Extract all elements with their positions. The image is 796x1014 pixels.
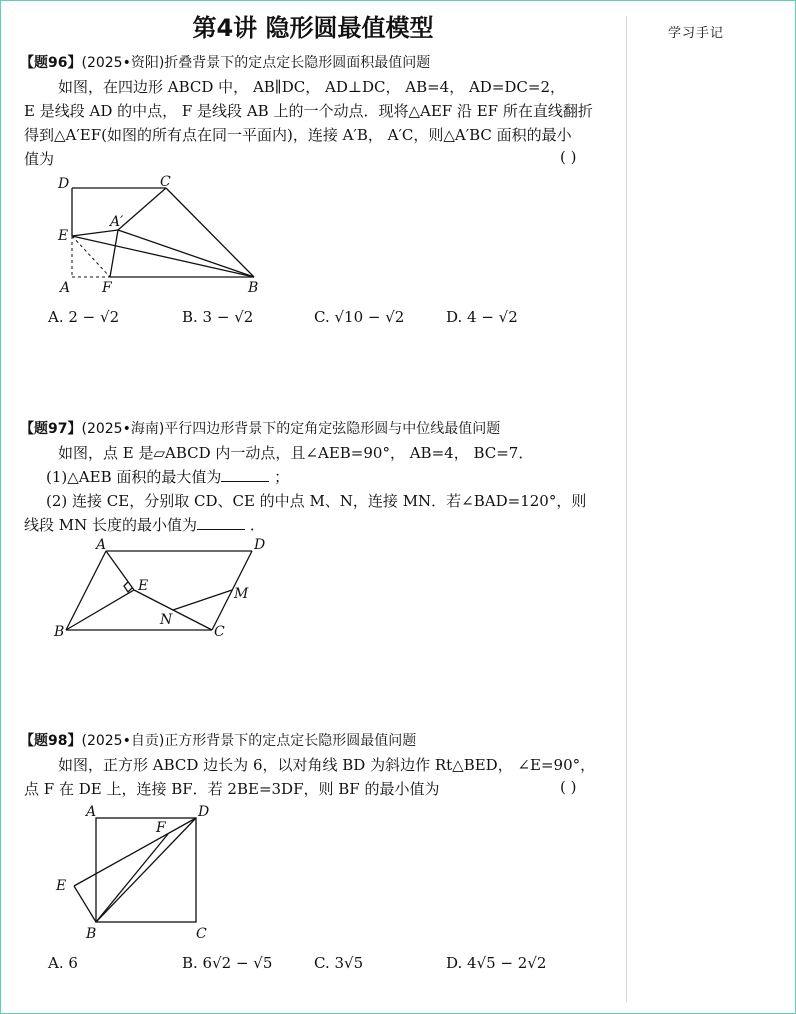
q97-part1-blank[interactable] — [221, 467, 269, 482]
q98-choice-a[interactable]: A. 6 — [48, 954, 78, 972]
q96-choice-c[interactable]: C. √10 − √2 — [314, 308, 405, 326]
q98-choice-c[interactable]: C. 3√5 — [314, 954, 364, 972]
q96-segment-EB — [72, 236, 254, 277]
q96-line3: 得到△A′EF(如图的所有点在同一平面内)，连接 A′B， A′C，则△A′BC 面积的最小 — [24, 126, 572, 144]
q97-part1-text: (1)△AEB 面积的最大值为 — [46, 468, 222, 486]
q98-label-D: D — [198, 804, 210, 820]
q98-figure — [52, 802, 232, 942]
q96-segment-A2C — [118, 188, 166, 230]
q96-line2: E 是线段 AD 的中点， F 是线段 AB 上的一个动点．现将△AEF 沿 EF 所在直线翻折 — [24, 102, 593, 120]
q97-label-C: C — [214, 624, 225, 640]
q96-segment-A2B — [118, 230, 254, 277]
q98-label-E: E — [56, 878, 67, 894]
q97-line1: 如图，点 E 是▱ABCD 内一动点，且∠AEB=90°， AB=4， BC=7． — [58, 444, 534, 462]
q97-label-D: D — [254, 537, 266, 553]
q96-label-A: A — [60, 280, 71, 296]
q96-segment-CB — [166, 188, 254, 277]
q96-figure — [50, 170, 320, 300]
q97-figure — [52, 538, 292, 648]
q96-label-E: E — [58, 228, 69, 244]
q96-segment-A2F — [110, 230, 118, 277]
q97-line3: (2) 连接 CE，分别取 CD、CE 的中点 M、N，连接 MN．若∠BAD=120°，则 — [46, 492, 587, 510]
q97-line4 — [24, 514, 265, 535]
q96-label-C: C — [160, 174, 171, 190]
q98-line1: 如图，正方形 ABCD 边长为 6，以对角线 BD 为斜边作 Rt△BED， ∠E=90°， — [58, 756, 596, 774]
q97-heading: (2025•海南)平行四边形背景下的定角定弦隐形圆与中位线最值问题 — [81, 421, 501, 437]
q97-label-E: E — [138, 578, 149, 594]
q96-label-B: B — [248, 280, 259, 296]
q98-segment-EB — [74, 886, 96, 922]
q97-part2-blank[interactable] — [197, 515, 245, 530]
q96-label-F: F — [102, 280, 112, 296]
q96-choice-a[interactable]: A. 2 − √2 — [48, 308, 120, 326]
q96-header — [20, 52, 430, 72]
q96-label-A-prime: A′ — [110, 214, 124, 230]
q98-label-A: A — [86, 804, 97, 820]
q97-segment-AE — [106, 551, 134, 590]
q96-choice-d[interactable]: D. 4 − √2 — [446, 308, 518, 326]
q98-choice-b[interactable]: B. 6√2 − √5 — [182, 954, 273, 972]
q98-segment-ED — [74, 818, 196, 886]
q97-label-B: B — [54, 624, 65, 640]
q98-segment-BF — [96, 834, 168, 922]
q96-label-D: D — [58, 176, 70, 192]
q96-heading: (2025•资阳)折叠背景下的定点定长隐形圆面积最值问题 — [81, 55, 431, 71]
q98-header — [20, 730, 416, 750]
q96-tag: 【题96】 — [20, 55, 82, 71]
q97-label-N: N — [160, 612, 173, 628]
page-title: 第4讲 隐形圆最值模型 — [192, 14, 434, 42]
q96-segment-EA2 — [72, 230, 118, 236]
q96-answer-paren: ( ) — [560, 148, 577, 166]
q97-part1-end: ； — [274, 468, 290, 486]
q96-choice-b[interactable]: B. 3 − √2 — [182, 308, 254, 326]
q98-label-B: B — [86, 926, 97, 942]
q98-tag: 【题98】 — [20, 733, 82, 749]
q98-line2: 点 F 在 DE 上，连接 BF．若 2BE=3DF，则 BF 的最小值为 — [24, 780, 440, 798]
q97-label-M: M — [234, 586, 249, 602]
q97-label-A: A — [96, 537, 107, 553]
q98-heading: (2025•自贡)正方形背景下的定点定长隐形圆最值问题 — [81, 733, 417, 749]
q98-answer-paren: ( ) — [560, 778, 577, 796]
notes-title: 学习手记 — [668, 26, 725, 41]
q98-diagonal-BD — [96, 818, 196, 922]
q97-tag: 【题97】 — [20, 421, 82, 437]
q98-label-F: F — [156, 820, 166, 836]
q98-choice-d[interactable]: D. 4√5 − 2√2 — [446, 954, 547, 972]
notes-divider — [626, 16, 627, 1002]
q98-label-C: C — [196, 926, 207, 942]
q97-right-angle-mark — [124, 582, 132, 592]
q96-line1: 如图，在四边形 ABCD 中， AB∥DC， AD⊥DC， AB=4， AD=DC=2， — [58, 78, 566, 96]
q97-part2-text: 线段 MN 长度的最小值为 — [24, 516, 198, 534]
q96-line4: 值为 — [24, 150, 55, 168]
q97-header — [20, 418, 500, 438]
q97-part2-end: ． — [249, 516, 265, 534]
q97-line2 — [46, 466, 289, 487]
q96-dashed-EF — [72, 236, 110, 277]
